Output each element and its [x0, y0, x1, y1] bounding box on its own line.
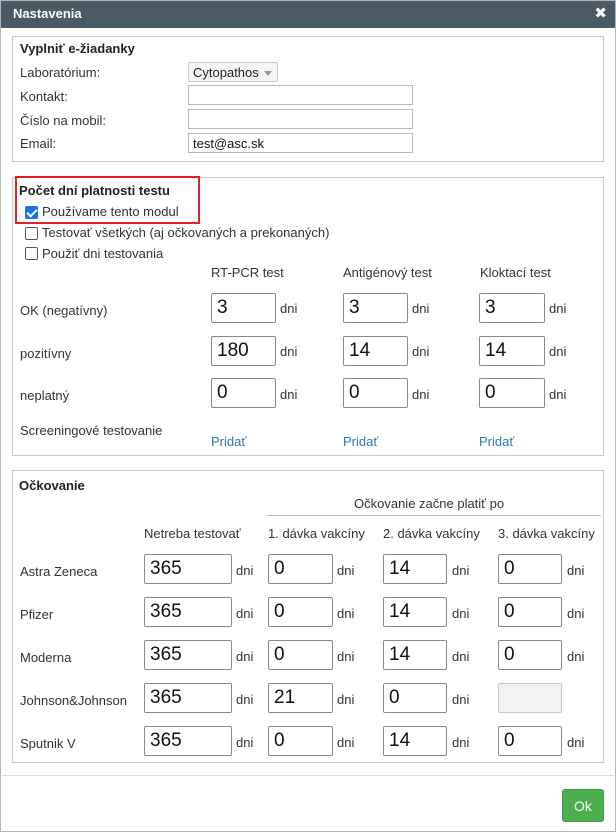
col-header-antigen: Antigénový test — [343, 265, 432, 280]
col-header-kloktaci: Kloktací test — [480, 265, 551, 280]
johnson-dose3-input — [498, 683, 562, 713]
invalid-rtpcr-input[interactable] — [211, 378, 276, 408]
laboratory-label: Laboratórium: — [20, 65, 101, 80]
module-label: Používame tento modul — [42, 204, 179, 219]
unit-label: dni — [452, 692, 470, 707]
footer-divider — [2, 775, 614, 776]
unit-label: dni — [452, 735, 470, 750]
test-all-label: Testovať všetkých (aj očkovaných a prekonaných) — [42, 225, 330, 240]
astrazeneca-dose2-input[interactable] — [383, 554, 447, 584]
sputnik-dose3-input[interactable] — [498, 726, 562, 756]
positive-antigen-input[interactable] — [343, 336, 408, 366]
group-header-divider — [267, 515, 601, 516]
vaccine-label-johnson: Johnson&Johnson — [20, 693, 127, 708]
unit-label: dni — [337, 606, 355, 621]
unit-label: dni — [567, 735, 585, 750]
moderna-no-test-input[interactable] — [144, 640, 232, 670]
unit-label: dni — [452, 606, 470, 621]
moderna-dose3-input[interactable] — [498, 640, 562, 670]
unit-label: dni — [567, 649, 585, 664]
vaccination-group-header: Očkovanie začne platiť po — [354, 496, 505, 511]
chevron-down-icon — [264, 71, 272, 76]
positive-kloktaci-input[interactable] — [479, 336, 545, 366]
add-kloktaci-link[interactable]: Pridať — [479, 434, 515, 449]
unit-label: dni — [567, 563, 585, 578]
vaccine-label-sputnik: Sputnik V — [20, 736, 76, 751]
pfizer-no-test-input[interactable] — [144, 597, 232, 627]
unit-label: dni — [236, 692, 254, 707]
unit-label: dni — [337, 692, 355, 707]
mobile-label: Číslo na mobil: — [20, 113, 106, 128]
unit-label: dni — [412, 301, 430, 316]
col-header-no-test: Netreba testovať — [144, 526, 241, 541]
dialog-title: Nastavenia — [13, 6, 82, 21]
unit-label: dni — [236, 606, 254, 621]
col-header-rtpcr: RT-PCR test — [211, 265, 284, 280]
add-rtpcr-link[interactable]: Pridať — [211, 434, 247, 449]
ok-antigen-input[interactable] — [343, 293, 408, 323]
close-icon[interactable]: ✖ — [594, 5, 607, 22]
module-checkbox[interactable] — [25, 206, 38, 219]
unit-label: dni — [452, 649, 470, 664]
unit-label: dni — [337, 649, 355, 664]
vaccine-label-moderna: Moderna — [20, 650, 72, 665]
row-label-invalid: neplatný — [20, 388, 70, 403]
unit-label: dni — [549, 301, 567, 316]
unit-label: dni — [280, 344, 298, 359]
moderna-dose1-input[interactable] — [268, 640, 333, 670]
unit-label: dni — [236, 649, 254, 664]
laboratory-value: Cytopathos — [193, 65, 259, 80]
test-all-checkbox[interactable] — [25, 227, 38, 240]
unit-label: dni — [412, 387, 430, 402]
pfizer-dose1-input[interactable] — [268, 597, 333, 627]
vaccination-legend: Očkovanie — [19, 478, 85, 493]
unit-label: dni — [280, 387, 298, 402]
unit-label: dni — [549, 344, 567, 359]
ok-button[interactable]: Ok — [562, 789, 604, 822]
unit-label: dni — [452, 563, 470, 578]
email-input[interactable] — [188, 133, 413, 153]
pfizer-dose2-input[interactable] — [383, 597, 447, 627]
astrazeneca-dose1-input[interactable] — [268, 554, 333, 584]
contact-label: Kontakt: — [20, 89, 68, 104]
sputnik-dose1-input[interactable] — [268, 726, 333, 756]
col-header-dose1: 1. dávka vakcíny — [268, 526, 365, 541]
astrazeneca-dose3-input[interactable] — [498, 554, 562, 584]
col-header-dose2: 2. dávka vakcíny — [383, 526, 480, 541]
mobile-input[interactable] — [188, 109, 413, 129]
sputnik-no-test-input[interactable] — [144, 726, 232, 756]
unit-label: dni — [412, 344, 430, 359]
use-days-checkbox[interactable] — [25, 247, 38, 260]
request-legend: Vyplniť e-žiadanky — [20, 41, 135, 56]
contact-input[interactable] — [188, 85, 413, 105]
unit-label: dni — [337, 735, 355, 750]
vaccine-label-pfizer: Pfizer — [20, 607, 54, 622]
positive-rtpcr-input[interactable] — [211, 336, 276, 366]
laboratory-select[interactable] — [188, 62, 278, 82]
unit-label: dni — [567, 606, 585, 621]
pfizer-dose3-input[interactable] — [498, 597, 562, 627]
col-header-dose3: 3. dávka vakcíny — [498, 526, 595, 541]
email-label: Email: — [20, 136, 57, 151]
row-label-ok: OK (negatívny) — [20, 303, 108, 318]
add-antigen-link[interactable]: Pridať — [343, 434, 379, 449]
moderna-dose2-input[interactable] — [383, 640, 447, 670]
johnson-dose1-input[interactable] — [268, 683, 333, 713]
use-days-label: Použiť dni testovania — [42, 246, 164, 261]
dialog-titlebar — [1, 1, 615, 28]
johnson-no-test-input[interactable] — [144, 683, 232, 713]
row-label-positive: pozitívny — [20, 346, 72, 361]
ok-kloktaci-input[interactable] — [479, 293, 545, 323]
sputnik-dose2-input[interactable] — [383, 726, 447, 756]
invalid-kloktaci-input[interactable] — [479, 378, 545, 408]
unit-label: dni — [549, 387, 567, 402]
astrazeneca-no-test-input[interactable] — [144, 554, 232, 584]
ok-rtpcr-input[interactable] — [211, 293, 276, 323]
screening-label: Screeningové testovanie — [20, 423, 163, 438]
unit-label: dni — [236, 735, 254, 750]
invalid-antigen-input[interactable] — [343, 378, 408, 408]
validity-legend: Počet dní platnosti testu — [19, 183, 170, 198]
unit-label: dni — [280, 301, 298, 316]
unit-label: dni — [236, 563, 254, 578]
johnson-dose2-input[interactable] — [383, 683, 447, 713]
vaccine-label-astrazeneca: Astra Zeneca — [20, 564, 98, 579]
unit-label: dni — [337, 563, 355, 578]
